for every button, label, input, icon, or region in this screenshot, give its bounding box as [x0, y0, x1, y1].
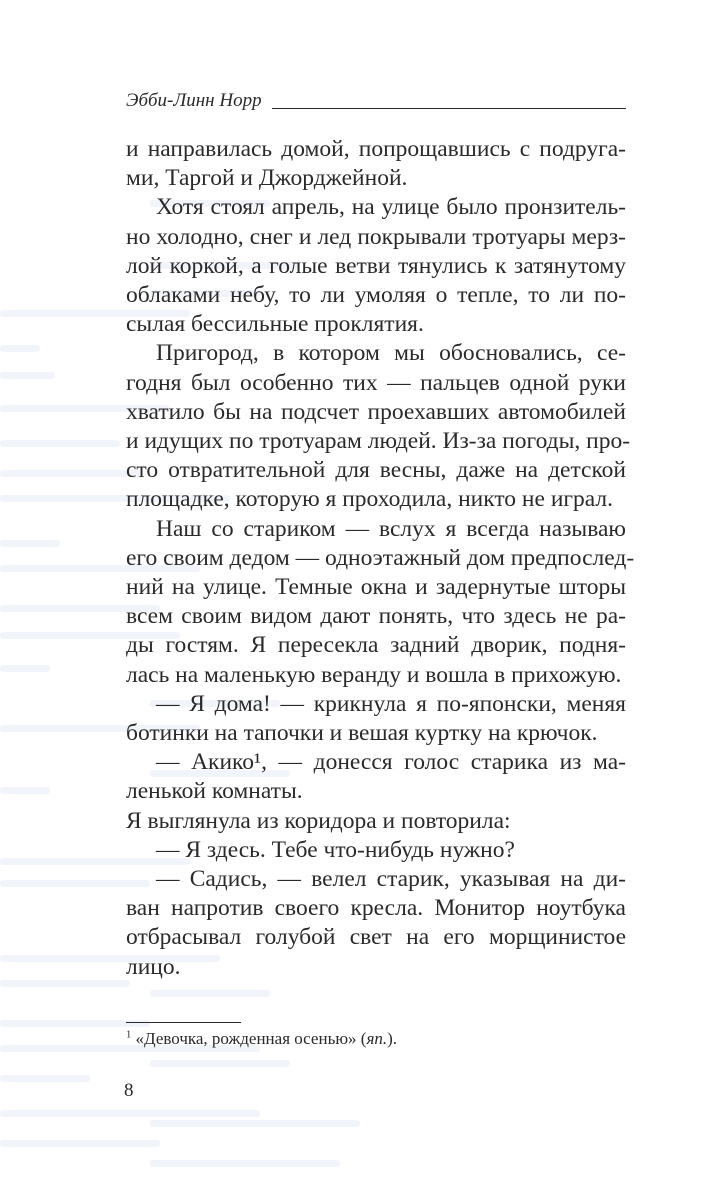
text-line: — Я здесь. Тебе что-нибудь нужно?: [156, 836, 515, 863]
text-line: Наш со стариком — вслух я всегда называю: [156, 515, 626, 542]
bleed-through-stroke: [0, 1140, 160, 1147]
paragraph: [126, 836, 626, 865]
header-rule: [272, 108, 626, 109]
text-line: Хотя стоял апрель, на улице было пронзитель-: [156, 194, 626, 221]
bleed-through-stroke: [0, 540, 60, 547]
bleed-through-stroke: [0, 470, 140, 477]
footnote-marker: 1: [126, 1029, 132, 1041]
text-line: лой коркой, а голые ветви тянулись к затянутому: [126, 252, 626, 279]
running-title: Эбби-Линн Норр: [126, 90, 262, 111]
paragraph: [126, 748, 626, 806]
text-line: Пригород, в котором мы обосновались, се-: [156, 340, 626, 367]
text-line: ленькой комнаты.: [126, 778, 303, 805]
paragraph: [126, 865, 626, 982]
bleed-through-stroke: [0, 787, 50, 794]
text-line: сылая бессильные проклятия.: [126, 311, 424, 338]
paragraph: [126, 135, 626, 193]
paragraph: [126, 515, 635, 690]
text-line: годня был особенно тих — пальцев одной руки: [126, 369, 626, 396]
page-number: 8: [124, 1080, 134, 1101]
text-line: облаками небу, то ли умоляя о тепле, то ли по-: [126, 282, 626, 309]
bleed-through-stroke: [0, 1075, 90, 1082]
paragraph: [126, 339, 631, 514]
text-line: площадке, которую я проходила, никто не играл.: [126, 486, 614, 513]
text-line: — Я дома! — крикнула я по-японски, меняя: [156, 690, 626, 717]
text-line: и идущих по тротуарам людей. Из-за погоды, про-: [126, 428, 631, 455]
bleed-through-stroke: [0, 665, 50, 672]
text-line: лицо.: [126, 953, 181, 980]
bleed-through-stroke: [150, 1160, 340, 1167]
text-line: всем своим видом дают понять, что здесь не ра-: [126, 603, 626, 630]
text-line: — Садись, — велел старик, указывая на ди-: [156, 866, 626, 893]
bleed-through-stroke: [0, 1110, 260, 1117]
text-line: хватило бы на подсчет проехавших автомобилей: [126, 398, 626, 425]
text-line: его своим дедом — одноэтажный дом предпослед-: [126, 544, 635, 571]
text-line: и направилась домой, попрощавшись с подруга-: [126, 136, 626, 162]
text-line: но холодно, снег и лед покрывали тротуары мерз-: [126, 223, 626, 250]
bleed-through-stroke: [150, 990, 270, 997]
text-line: ми, Таргой и Джорджейной.: [126, 165, 408, 192]
bleed-through-stroke: [0, 980, 130, 987]
bleed-through-stroke: [150, 1060, 290, 1067]
text-line: ботинки на тапочки и вешая куртку на крючок.: [126, 720, 598, 747]
bleed-through-stroke: [0, 372, 55, 379]
text-line: Я выглянула из коридора и повторила:: [126, 807, 511, 834]
footnote-tail: ).: [387, 1029, 398, 1048]
text-line: лась на маленькую веранду и вошла в прихожую.: [126, 661, 622, 688]
text-line: ды гостям. Я пересекла задний дворик, подня-: [126, 632, 626, 659]
footnote-abbreviation: яп.: [366, 1029, 388, 1048]
running-header: [126, 90, 626, 116]
footnote-text: «Девочка, рожденная осенью» (: [131, 1029, 367, 1048]
text-line: ван напротив своего кресла. Монитор ноутбука: [126, 895, 626, 922]
paragraph: [126, 193, 626, 339]
paragraph: [126, 690, 626, 748]
footnote: [126, 1028, 397, 1050]
bleed-through-stroke: [0, 440, 120, 447]
text-line: — Акико¹, — донесся голос старика из ма-: [156, 749, 626, 776]
bleed-through-stroke: [0, 345, 40, 352]
text-line: ний на улице. Темные окна и задернутые шторы: [126, 574, 626, 601]
bleed-through-stroke: [150, 1120, 360, 1127]
text-line: отбрасывал голубой свет на его морщинистое: [126, 924, 626, 951]
paragraph: [126, 807, 626, 836]
footnote-separator: [126, 1022, 241, 1023]
body-text: [126, 135, 635, 982]
text-line: сто отвратительной для весны, даже на детской: [126, 457, 626, 484]
